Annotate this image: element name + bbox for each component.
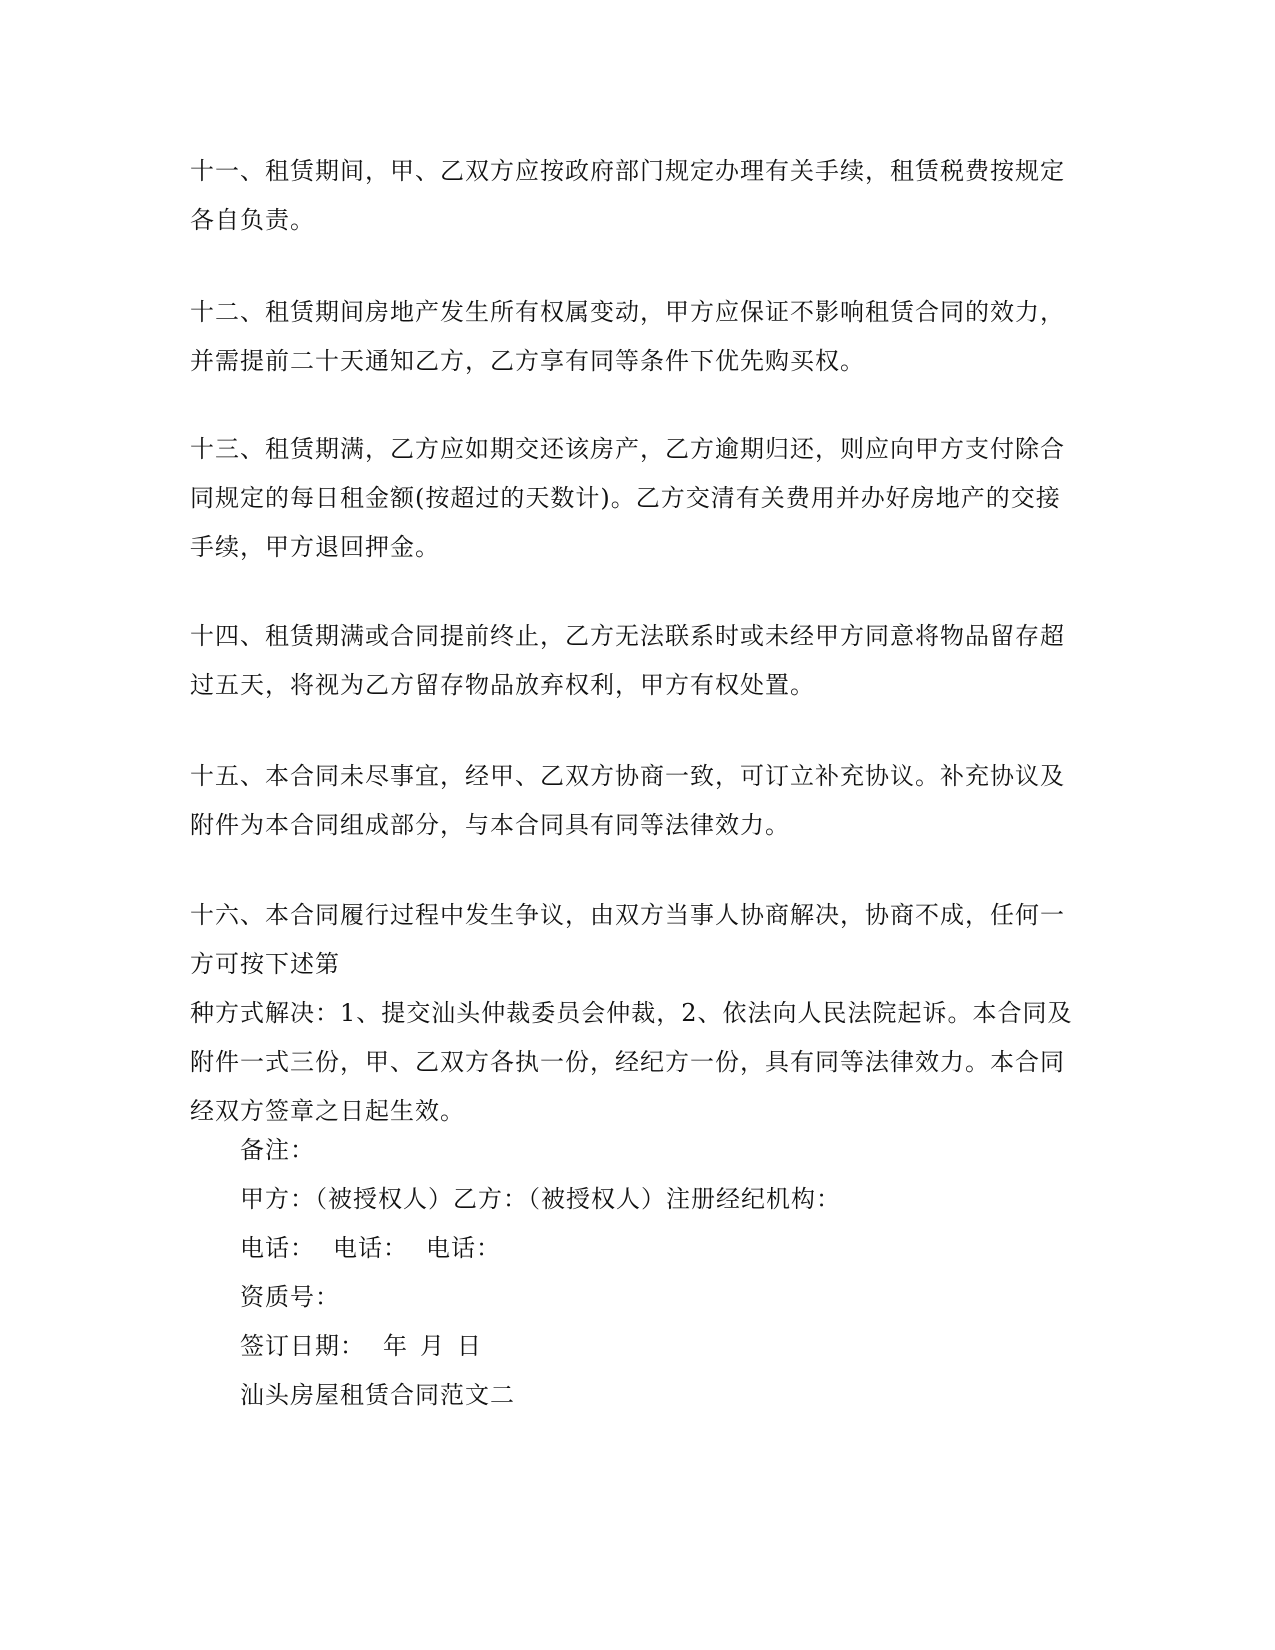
phone-line: [240, 1224, 1040, 1273]
remark-label: 备注：: [240, 1136, 315, 1164]
phone-label-agency: 电话：: [426, 1234, 501, 1262]
clause-12: [190, 288, 1070, 386]
clause-line: 十二、租赁期间房地产发生所有权属变动，甲方应保证不影响租赁合同的效力，: [190, 298, 1065, 326]
parties-line: 甲方：（被授权人）乙方：（被授权人）注册经纪机构：: [240, 1185, 841, 1213]
clause-line: 十五、本合同未尽事宜，经甲、乙双方协商一致，可订立补充协议。补充协议及: [190, 762, 1065, 790]
next-contract-title: 汕头房屋租赁合同范文二: [240, 1381, 515, 1409]
clause-line: 同规定的每日租金额(按超过的天数计)。乙方交清有关费用并办好房地产的交接: [190, 484, 1061, 512]
clause-line: 过五天，将视为乙方留存物品放弃权利，甲方有权处置。: [190, 671, 815, 699]
clause-line: 十六、本合同履行过程中发生争议，由双方当事人协商解决，协商不成，任何一: [190, 901, 1065, 929]
signing-date-label: 签订日期：: [240, 1332, 365, 1360]
clause-16: [190, 891, 1073, 1136]
year-label: 年: [383, 1332, 408, 1360]
clause-line: 方可按下述第: [190, 950, 340, 978]
clause-13: [190, 425, 1070, 572]
clause-line: 经双方签章之日起生效。: [190, 1097, 465, 1125]
clause-15: [190, 752, 1070, 850]
clause-line: 十三、租赁期满，乙方应如期交还该房产，乙方逾期归还，则应向甲方支付除合: [190, 435, 1065, 463]
phone-label-party-b: 电话：: [333, 1234, 408, 1262]
clause-11: [190, 147, 1070, 245]
qualification-label: 资质号：: [240, 1283, 340, 1311]
clause-line: 各自负责。: [190, 206, 315, 234]
clause-line: 十四、租赁期满或合同提前终止，乙方无法联系时或未经甲方同意将物品留存超: [190, 622, 1065, 650]
clause-line: 附件为本合同组成部分，与本合同具有同等法律效力。: [190, 811, 790, 839]
clause-line: 附件一式三份，甲、乙双方各执一份，经纪方一份，具有同等法律效力。本合同: [190, 1048, 1065, 1076]
clause-line: 种方式解决：1、提交汕头仲裁委员会仲裁，2、依法向人民法院起诉。本合同及: [190, 999, 1073, 1027]
clause-line: 十一、租赁期间，甲、乙双方应按政府部门规定办理有关手续，租赁税费按规定: [190, 157, 1065, 185]
signature-block: [240, 1126, 1040, 1420]
clause-line: 手续，甲方退回押金。: [190, 533, 440, 561]
phone-label-party-a: 电话：: [240, 1234, 315, 1262]
month-label: 月: [420, 1332, 445, 1360]
day-label: 日: [457, 1332, 482, 1360]
clause-14: [190, 612, 1070, 710]
signing-date-line: [240, 1322, 1040, 1371]
clause-line: 并需提前二十天通知乙方，乙方享有同等条件下优先购买权。: [190, 347, 865, 375]
